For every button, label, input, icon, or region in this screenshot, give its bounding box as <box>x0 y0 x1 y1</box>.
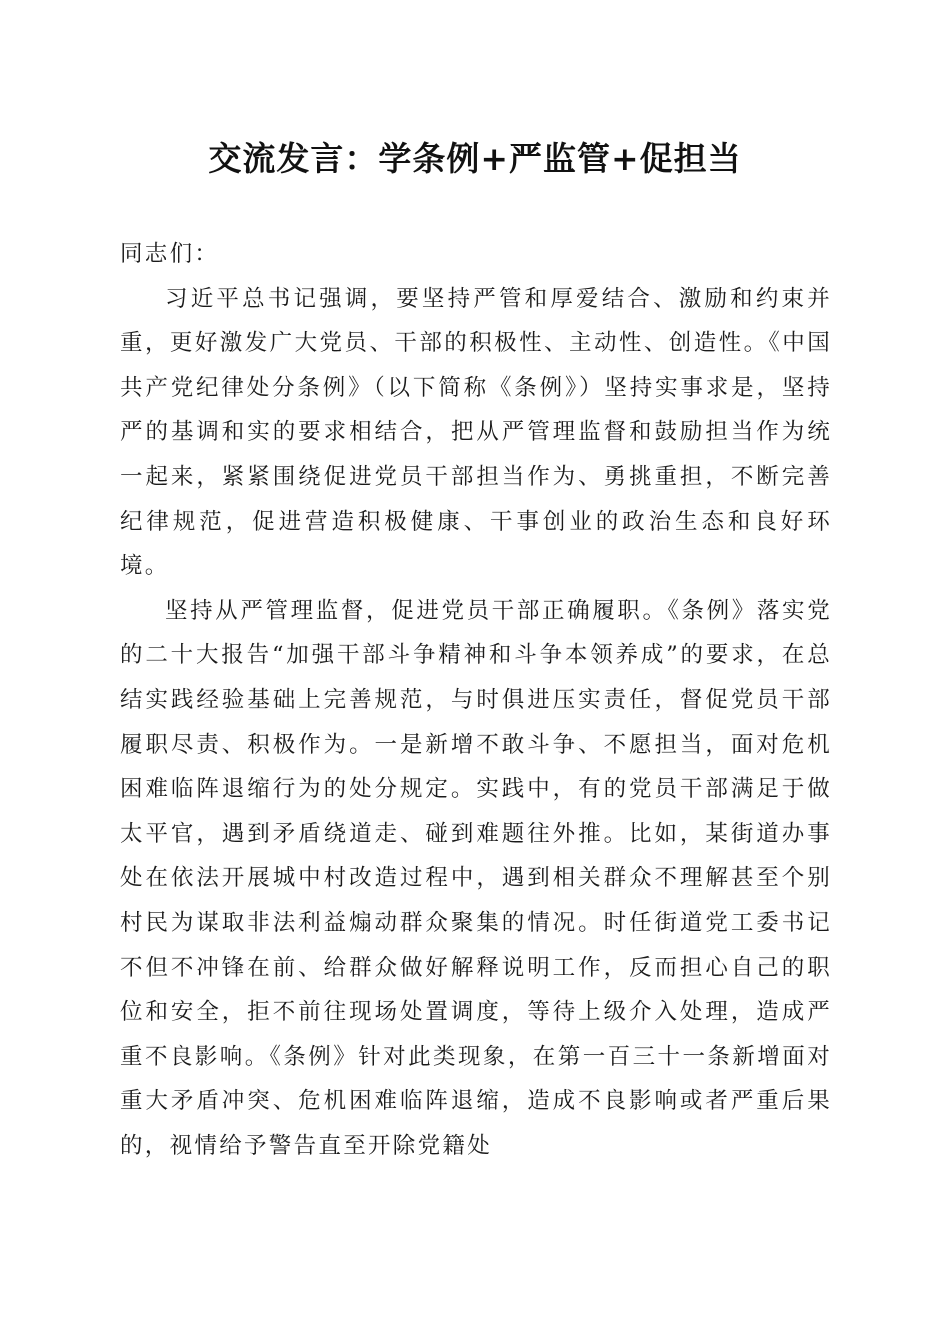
paragraph-supervision: 坚持从严管理监督，促进党员干部正确履职。《条例》落实党的二十大报告“加强干部斗争精神和斗争本领养成”的要求，在总结实践经验基础上完善规范，与时俱进压实责任，督促党员干部履职尽责、积极作为。一是新增不敢斗争、不愿担当，面对危机困难临阵退缩行为的处分规定。实践中，有的党员干部满足于做太平官，遇到矛盾绕道走、碰到难题往外推。比如，某街道办事处在依法开展城中村改造过程中，遇到相关群众不理解甚至个别村民为谋取非法利益煽动群众聚集的情况。时任街道党工委书记不但不冲锋在前、给群众做好解释说明工作，反而担心自己的职位和安全，拒不前往现场处置调度，等待上级介入处理，造成严重不良影响。《条例》针对此类现象，在第一百三十一条新增面对重大矛盾冲突、危机困难临阵退缩，造成不良影响或者严重后果的，视情给予警告直至开除党籍处 <box>120 597 832 1159</box>
document-title: 交流发言：学条例+严监管+促担当 <box>208 139 742 178</box>
paragraph-intro: 习近平总书记强调，要坚持严管和厚爱结合、激励和约束并重，更好激发广大党员、干部的积极性、主动性、创造性。《中国共产党纪律处分条例》（以下简称《条例》）坚持实事求是，坚持严的基调和实的要求相结合，把从严管理监督和鼓励担当作为统一起来，紧紧围绕促进党员干部担当作为、勇挑重担，不断完善纪律规范，促进营造积极健康、干事创业的政治生态和良好环境。 <box>120 285 832 580</box>
document-body <box>120 232 832 1168</box>
salutation: 同志们： <box>120 241 220 267</box>
